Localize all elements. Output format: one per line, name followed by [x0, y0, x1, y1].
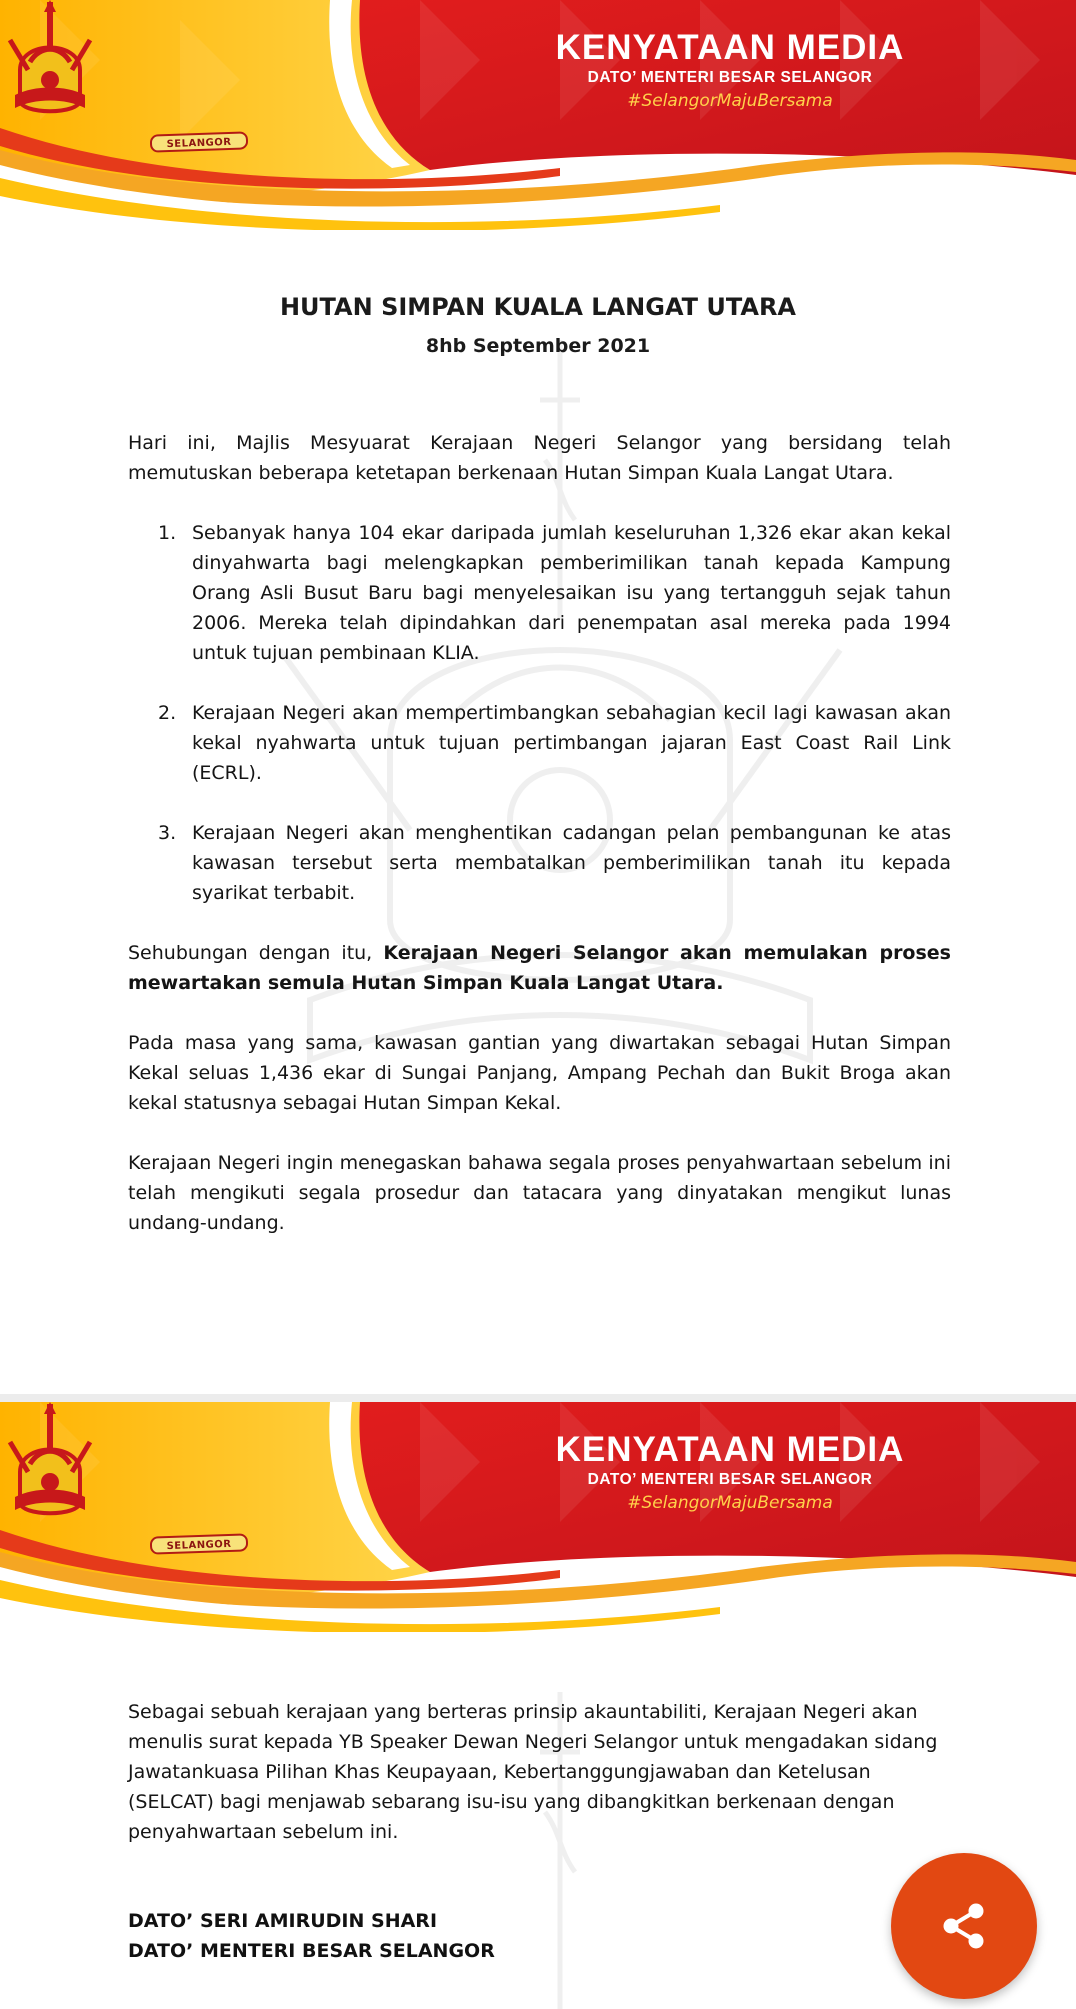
list-item	[128, 518, 951, 668]
banner-subtitle: DATO’ MENTERI BESAR SELANGOR	[587, 69, 873, 86]
selangor-crest-icon	[0, 1402, 100, 1542]
intro-paragraph: Hari ini, Majlis Mesyuarat Kerajaan Negeri Selangor yang bersidang telah memutuskan beberapa ketetapan berkenaan Hutan Simpan Kuala Langat Utara.	[128, 432, 951, 484]
resolution-lead: Sehubungan dengan itu,	[128, 942, 384, 964]
list-item-number: 1.	[158, 522, 177, 544]
resolution-bold: Kerajaan Negeri Selangor akan memulakan proses mewartakan semula Hutan Simpan Kuala Langat Utara.	[128, 942, 951, 994]
replacement-forest-paragraph: Pada masa yang sama, kawasan gantian yang diwartakan sebagai Hutan Simpan Kekal seluas 1,436 ekar di Sungai Panjang, Ampang Pechah dan Bukit Broga akan kekal statusnya sebagai Hutan Simpan Kekal.	[128, 1032, 951, 1114]
document-date: 8hb September 2021	[425, 335, 651, 357]
selcat-paragraph: Sebagai sebuah kerajaan yang berteras prinsip akauntabiliti, Kerajaan Negeri akan menulis surat kepada YB Speaker Dewan Negeri Selangor untuk mengadakan sidang Jawatankuasa Pilihan Khas Keupayaan, Kebertanggungjawaban dan Ketelusan (SELCAT) bagi menjawab sebarang isu-isu yang dibangkitkan berkenaan dengan penyahwartaan sebelum ini.	[128, 1701, 938, 1843]
list-item	[128, 818, 951, 908]
crest-label: SELANGOR	[150, 131, 249, 152]
banner-hashtag: #SelangorMajuBersama	[627, 1493, 833, 1513]
decision-list	[128, 518, 951, 908]
document-body-continued	[128, 1697, 951, 1847]
crest-label: SELANGOR	[150, 1533, 249, 1554]
list-item-number: 2.	[158, 702, 177, 724]
list-item-number: 3.	[158, 822, 177, 844]
banner-heading-block	[480, 1430, 980, 1516]
document-body	[128, 428, 951, 1238]
share-icon	[938, 1900, 990, 1952]
banner-subtitle: DATO’ MENTERI BESAR SELANGOR	[587, 1471, 873, 1488]
selangor-crest-icon	[0, 0, 100, 140]
list-item-text: Kerajaan Negeri akan menghentikan cadangan pelan pembangunan ke atas kawasan tersebut serta membatalkan pemberimilikan tanah itu kepada syarikat terbabit.	[192, 822, 951, 904]
signature-title: DATO’ MENTERI BESAR SELANGOR	[128, 1940, 495, 1962]
list-item	[128, 698, 951, 788]
share-button[interactable]	[891, 1853, 1037, 1999]
press-banner	[0, 0, 1076, 230]
document-title: HUTAN SIMPAN KUALA LANGAT UTARA	[279, 293, 797, 321]
signature-block	[128, 1906, 495, 1966]
press-banner	[0, 1402, 1076, 1632]
list-item-text: Sebanyak hanya 104 ekar daripada jumlah keseluruhan 1,326 ekar akan kekal dinyahwarta bagi melengkapkan pemberimilikan tanah kepada Kampung Orang Asli Busut Baru bagi menyelesaikan isu yang tertangguh sejak tahun 2006. Mereka telah dipindahkan dari penempatan asal mereka pada 1994 untuk tujuan pembinaan KLIA.	[192, 522, 951, 664]
banner-hashtag: #SelangorMajuBersama	[627, 91, 833, 111]
banner-title: KENYATAAN MEDIA	[555, 1430, 905, 1469]
legal-process-paragraph: Kerajaan Negeri ingin menegaskan bahawa segala proses penyahwartaan sebelum ini telah mengikuti segala prosedur dan tatacara yang dinyatakan mengikut lunas undang-undang.	[128, 1152, 951, 1234]
resolution-paragraph	[128, 938, 951, 998]
signature-name: DATO’ SERI AMIRUDIN SHARI	[128, 1910, 438, 1932]
list-item-text: Kerajaan Negeri akan mempertimbangkan sebahagian kecil lagi kawasan akan kekal nyahwarta untuk tujuan pertimbangan jajaran East Coast Rail Link (ECRL).	[192, 702, 951, 784]
banner-title: KENYATAAN MEDIA	[555, 28, 905, 67]
banner-heading-block	[480, 28, 980, 114]
